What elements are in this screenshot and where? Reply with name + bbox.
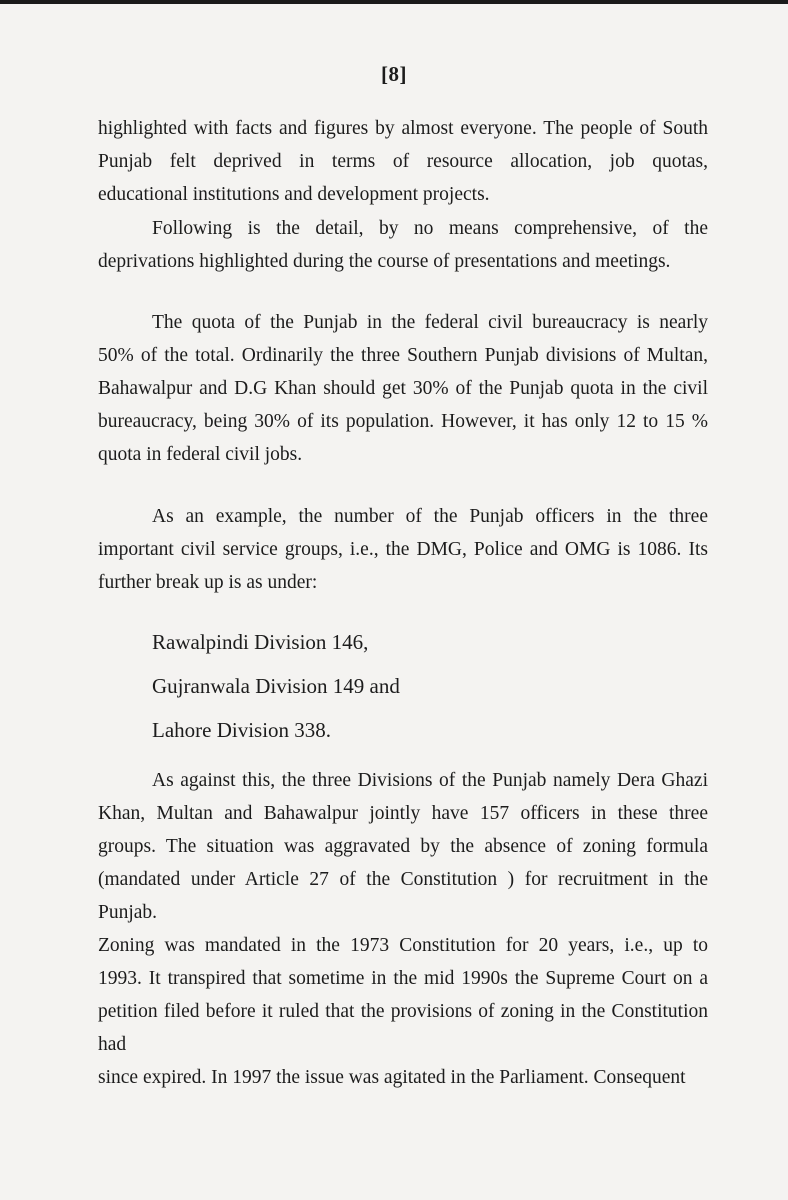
paragraph-3 [98,306,708,471]
text-line: Zoning was mandated in the 1973 Constitution for 20 years, i.e., up to [98,935,708,956]
text-line: Following is the detail, by no means comprehensive, of the [152,218,708,239]
text-line: further break up is as under: [98,572,318,593]
text-line: (mandated under Article 27 of the Constitution ) for recruitment in the Punjab. [98,869,708,923]
text-line: 1993. It transpired that sometime in the mid 1990s the Supreme Court on a [98,968,708,989]
division-item-lahore: Lahore Division 338. [152,718,332,742]
text-line: petition filed before it ruled that the provisions of zoning in the Constitution had [98,1001,708,1055]
division-item-gujranwala: Gujranwala Division 149 and [152,674,400,698]
text-line: The quota of the Punjab in the federal civil bureaucracy is nearly [152,312,708,333]
text-line: quota in federal civil jobs. [98,444,303,465]
text-line: 50% of the total. Ordinarily the three Southern Punjab divisions of Multan, [98,345,708,366]
paragraph-4 [98,500,708,599]
text-line: Bahawalpur and D.G Khan should get 30% of the Punjab quota in the civil [98,378,708,399]
paragraph-1 [98,112,708,211]
text-line: highlighted with facts and figures by almost everyone. The people of South [98,118,708,139]
text-line: important civil service groups, i.e., the DMG, Police and OMG is 1086. Its [98,539,708,560]
page-number: [8] [381,62,407,86]
top-border [0,0,788,4]
paragraph-2 [98,212,708,278]
text-line: educational institutions and development projects. [98,184,490,205]
text-line: Punjab felt deprived in terms of resource allocation, job quotas, [98,151,708,172]
paragraph-5 [98,764,708,1094]
text-line: Khan, Multan and Bahawalpur jointly have 157 officers in these three [98,803,708,824]
text-line: As an example, the number of the Punjab officers in the three [152,506,708,527]
text-line: groups. The situation was aggravated by the absence of zoning formula [98,836,708,857]
text-line: since expired. In 1997 the issue was agitated in the Parliament. Consequent [98,1067,686,1088]
text-line: deprivations highlighted during the course of presentations and meetings. [98,251,671,272]
text-line: bureaucracy, being 30% of its population. However, it has only 12 to 15 % [98,411,708,432]
text-line: As against this, the three Divisions of the Punjab namely Dera Ghazi [152,770,708,791]
division-item-rawalpindi: Rawalpindi Division 146, [152,630,369,654]
